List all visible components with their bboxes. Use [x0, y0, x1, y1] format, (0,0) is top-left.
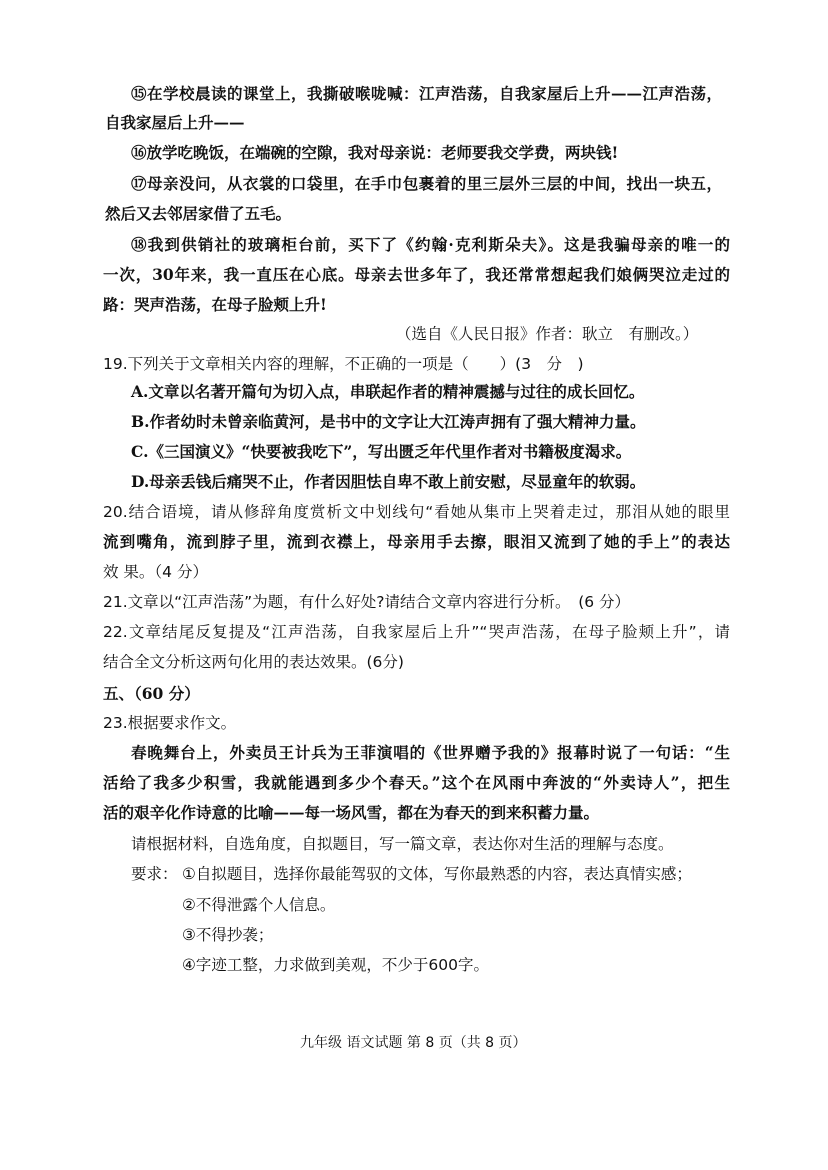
q23-requirement-2: ②不得泄露个人信息。: [182, 896, 336, 914]
page-footer: 九年级 语文试题 第 8 页（共 8 页）: [300, 1035, 527, 1051]
paragraph-17-line-2: 然后又去邻居家借了五毛。: [105, 204, 292, 223]
paragraph-17-line-1: ⑰母亲没问，从衣裳的口袋里，在手巾包裹着的里三层外三层的中间，找出一块五，: [131, 174, 722, 193]
q20-line-1: 20.结合语境，请从修辞角度赏析文中划线句“看她从集市上哭着走过，那泪从她的眼里: [103, 503, 730, 521]
q19-option-c: C.《三国演义》“快要被我吃下”，写出匮乏年代里作者对书籍极度渴求。: [131, 442, 632, 461]
paragraph-16: ⑯放学吃晚饭，在端碗的空隙，我对母亲说：老师要我交学费，两块钱!: [131, 143, 619, 162]
q19-stem: 19.下列关于文章相关内容的理解，不正确的一项是（ ）(3 分 ): [103, 355, 584, 373]
paragraph-15-line-1: ⑮在学校晨读的课堂上，我撕破喉咙喊：江声浩荡，自我家屋后上升——江声浩荡，: [131, 84, 722, 103]
paragraph-18-line-3: 路：哭声浩荡，在母子脸颊上升!: [103, 295, 327, 314]
section-5-heading: 五、（60 分）: [103, 684, 200, 703]
q22-line-1: 22.文章结尾反复提及“江声浩荡，自我家屋后上升”“哭声浩荡，在母子脸颊上升”，请: [103, 623, 730, 641]
paragraph-18-line-1: ⑱我到供销社的玻璃柜台前，买下了《约翰·克利斯朵夫》。这是我骗母亲的唯一的: [131, 235, 730, 254]
passage-source: （选自《人民日报》作者：耿立 有删改。）: [396, 325, 699, 343]
q21-line-1: 21.文章以“江声浩荡”为题，有什么好处?请结合文章内容进行分析。 (6 分）: [103, 593, 631, 611]
q23-requirements-label: 要求：: [131, 865, 178, 883]
q23-requirement-3: ③不得抄袭；: [182, 926, 274, 944]
q20-line-2: 流到嘴角，流到脖子里，流到衣襟上，母亲用手去擦，眼泪又流到了她的手上”的表达: [103, 532, 730, 551]
q23-material-line-1: 春晚舞台上，外卖员王计兵为王菲演唱的《世界赠予我的》报幕时说了一句话：“生: [131, 743, 730, 762]
q23-title: 23.根据要求作文。: [103, 714, 237, 732]
q23-instruction: 请根据材料，自选角度，自拟题目，写一篇文章，表达你对生活的理解与态度。: [131, 835, 674, 853]
q19-option-a: A.文章以名著开篇句为切入点，串联起作者的精神震撼与过往的成长回忆。: [131, 382, 645, 401]
q19-option-d: D.母亲丢钱后痛哭不止，作者因胆怯自卑不敢上前安慰，尽显童年的软弱。: [131, 472, 646, 491]
paragraph-15-line-2: 自我家屋后上升——: [105, 113, 245, 132]
q22-line-2: 结合全文分析这两句化用的表达效果。(6分): [103, 653, 404, 671]
q23-requirement-1: ①自拟题目，选择你最能驾驭的文体，写你最熟悉的内容，表达真情实感；: [182, 865, 692, 883]
q23-material-line-2: 活给了我多少积雪，我就能遇到多少个春天。”这个在风雨中奔波的“外卖诗人”，把生: [103, 773, 730, 792]
q20-line-3: 效 果。（4 分）: [103, 563, 208, 581]
q23-requirement-4: ④字迹工整，力求做到美观，不少于600字。: [182, 956, 489, 974]
paragraph-18-line-2: 一次，30年来，我一直压在心底。母亲去世多年了，我还常常想起我们娘俩哭泣走过的: [103, 265, 730, 284]
q23-material-line-3: 活的艰辛化作诗意的比喻——每一场风雪，都在为春天的到来积蓄力量。: [103, 803, 600, 822]
q19-option-b: B.作者幼时未曾亲临黄河，是书中的文字让大江涛声拥有了强大精神力量。: [131, 412, 646, 431]
